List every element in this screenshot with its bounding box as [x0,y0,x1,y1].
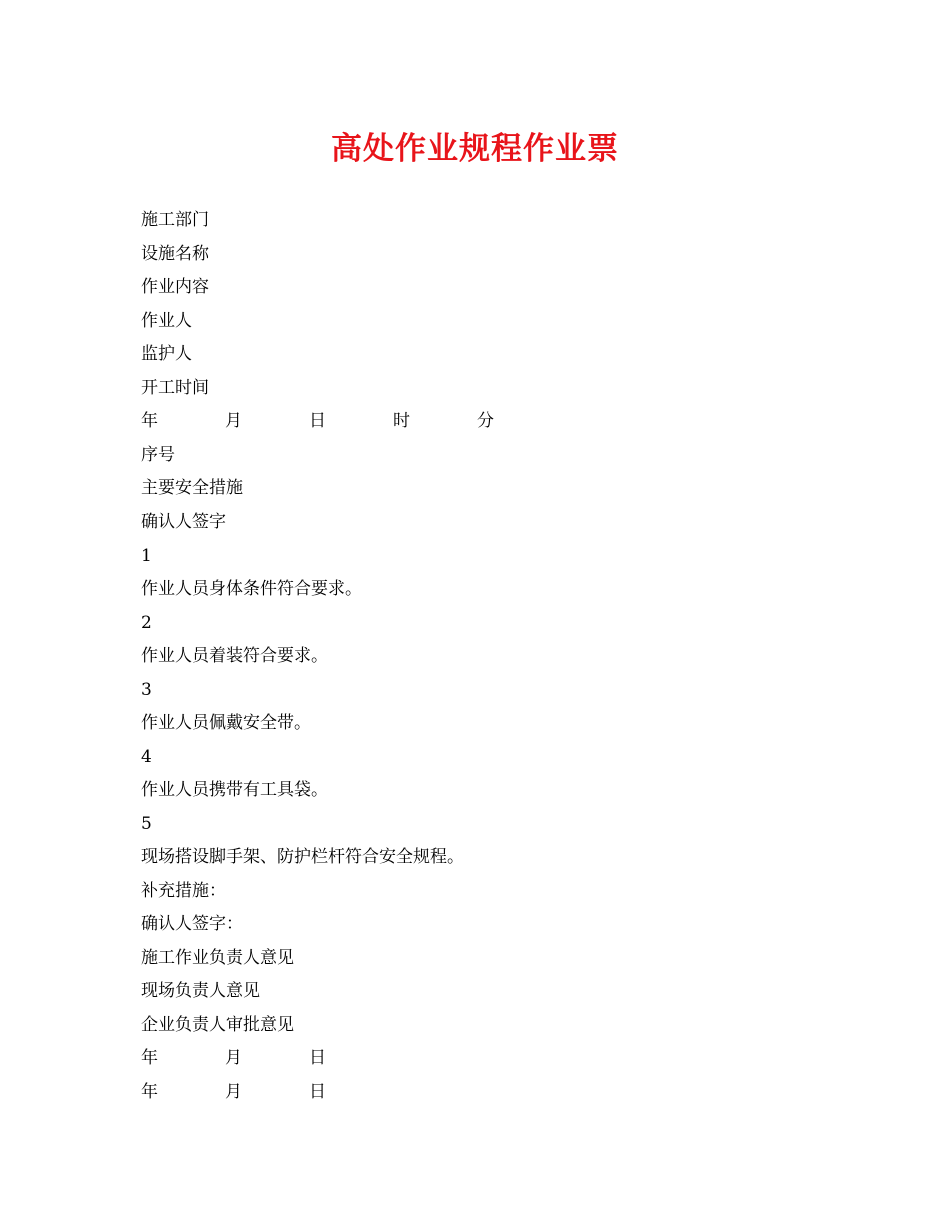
start-time-date-row [141,409,541,433]
header-measures: 主要安全措施 [141,478,243,498]
site-leader-opinion-label: 现场负责人意见 [141,981,260,1001]
start-time-hour-unit: 时 [393,411,410,431]
date-month-unit: 月 [225,1048,242,1068]
measure-text: 作业人员佩戴安全带。 [141,713,311,733]
measure-text: 现场搭设脚手架、防护栏杆符合安全规程。 [141,847,464,867]
start-time-year-unit: 年 [141,411,158,431]
date-year-unit: 年 [141,1048,158,1068]
confirmer-signature-label: 确认人签字： [141,914,243,934]
start-time-minute-unit: 分 [477,411,494,431]
date-day-unit: 日 [309,1082,326,1102]
date-year-unit: 年 [141,1082,158,1102]
date-day-unit: 日 [309,1048,326,1068]
date-line [141,1080,341,1104]
date-line [141,1046,341,1070]
start-time-month-unit: 月 [225,411,242,431]
header-number: 序号 [141,445,175,465]
start-time-day-unit: 日 [309,411,326,431]
construction-leader-opinion-label: 施工作业负责人意见 [141,948,294,968]
measure-number: 1 [141,546,152,566]
field-work-content-label: 作业内容 [141,277,209,297]
field-start-time-label: 开工时间 [141,378,209,398]
field-department-label: 施工部门 [141,210,209,230]
measure-text: 作业人员着装符合要求。 [141,646,328,666]
measure-number: 3 [141,680,152,700]
date-month-unit: 月 [225,1082,242,1102]
measure-number: 5 [141,814,152,834]
supplementary-measures-label: 补充措施： [141,881,226,901]
document-title: 高处作业规程作业票 [331,131,619,167]
measure-number: 2 [141,613,152,633]
field-facility-name-label: 设施名称 [141,244,209,264]
measure-number: 4 [141,747,152,767]
field-worker-label: 作业人 [141,311,192,331]
field-guardian-label: 监护人 [141,344,192,364]
measure-text: 作业人员携带有工具袋。 [141,780,328,800]
header-confirmer-signature: 确认人签字 [141,512,226,532]
enterprise-leader-opinion-label: 企业负责人审批意见 [141,1015,294,1035]
measure-text: 作业人员身体条件符合要求。 [141,579,362,599]
